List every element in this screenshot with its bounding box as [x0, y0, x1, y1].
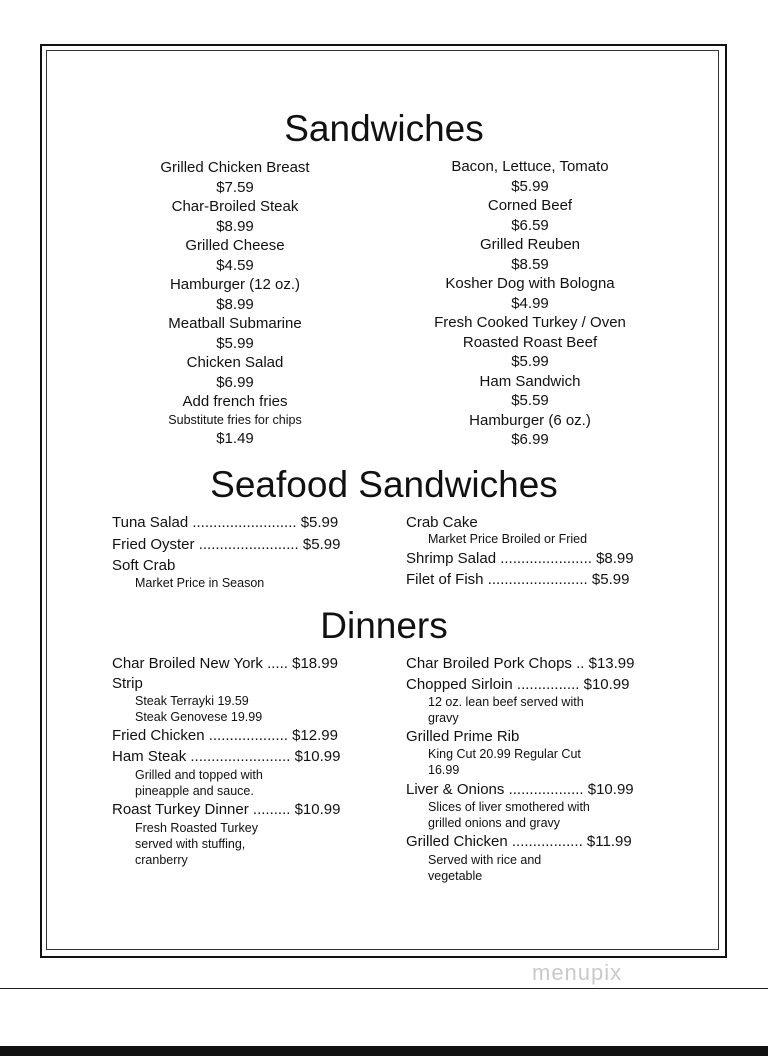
menu-item-price: $5.99	[511, 177, 549, 195]
menu-item-name: Filet of Fish	[406, 571, 484, 588]
menu-item-note: 16.99	[428, 763, 460, 777]
menu-item-note: 12 oz. lean beef served with	[428, 695, 584, 709]
menu-item-name: Fresh Cooked Turkey / Oven	[434, 314, 626, 331]
seafood-item-shrimp	[406, 550, 634, 567]
dinner-item-fried-chicken	[112, 727, 338, 744]
dinner-item-grilled-chicken	[406, 833, 632, 850]
leader-dots: .................	[511, 833, 583, 850]
menu-item-note: cranberry	[135, 853, 188, 867]
leader-dots: .....	[267, 655, 288, 672]
scan-bottom-band	[0, 1046, 768, 1056]
leader-dots: .........................	[192, 514, 297, 531]
leader-dots: ..................	[508, 781, 584, 798]
menu-item-name: Tuna Salad	[112, 514, 189, 531]
menu-item-name: Grilled Chicken	[406, 833, 508, 850]
menu-item-option: Steak Genovese 19.99	[135, 710, 263, 724]
seafood-item-oyster	[112, 536, 340, 553]
menu-item-price: $10.99	[294, 748, 341, 765]
menu-item-name: Kosher Dog with Bologna	[445, 275, 615, 292]
menu-item-price: $18.99	[292, 655, 338, 672]
menu-item-note: pineapple and sauce.	[135, 784, 254, 798]
section-title-seafood: Seafood Sandwiches	[210, 464, 558, 505]
dinner-item-ham-steak	[112, 748, 340, 765]
menu-item-note: King Cut 20.99 Regular Cut	[428, 747, 581, 761]
menu-item-name: Chicken Salad	[186, 354, 284, 371]
menu-item-note: Slices of liver smothered with	[428, 800, 590, 814]
menu-item-note: Fresh Roasted Turkey	[135, 821, 258, 835]
leader-dots: ...............	[516, 676, 580, 693]
menu-item-name: Hamburger (12 oz.)	[169, 276, 301, 293]
section-title-dinners: Dinners	[320, 605, 448, 646]
leader-dots: ........................	[487, 571, 588, 588]
menu-item-name: Ham Steak	[112, 748, 187, 765]
dinner-item-chopped-sirloin	[406, 676, 630, 693]
menu-item-name: Grilled Chicken Breast	[160, 159, 310, 176]
menu-item-price: $10.99	[583, 676, 630, 693]
menu-item-name: Char Broiled New York	[112, 655, 263, 672]
menu-item-name: Grilled Reuben	[479, 236, 581, 253]
section-title-sandwiches: Sandwiches	[284, 108, 484, 149]
menu-item-price: $8.99	[596, 550, 634, 567]
menu-item-price: $8.59	[511, 255, 549, 273]
menu-item-option: Steak Terrayki 19.59	[135, 694, 249, 708]
menu-item-price: $6.59	[511, 216, 549, 234]
menu-item-price: $5.99	[302, 536, 341, 553]
leader-dots: ..	[576, 655, 585, 672]
menu-item-note: Substitute fries for chips	[168, 412, 302, 427]
menu-item-price: $6.99	[511, 431, 549, 448]
seafood-item-filet	[406, 571, 629, 588]
menu-item-price: $7.59	[216, 178, 254, 196]
leader-dots: ........................	[198, 536, 299, 553]
menu-item-price: $6.99	[216, 373, 254, 391]
menu-item-note: served with stuffing,	[135, 837, 246, 851]
menu-item-name: Corned Beef	[487, 197, 573, 214]
seafood-item-softcrab	[112, 557, 175, 574]
menu-item-note: vegetable	[428, 869, 483, 883]
menu-item-price: $12.99	[292, 727, 338, 744]
menu-item-price: $1.49	[216, 429, 254, 447]
menu-item-price: $4.59	[216, 256, 254, 274]
sandwiches-left-column	[120, 158, 350, 448]
menu-item-name: Grilled Prime Rib	[406, 728, 520, 745]
menu-item-price: $5.99	[216, 334, 254, 352]
menu-item-price: $5.99	[300, 514, 339, 531]
menu-item-name: Crab Cake	[406, 514, 478, 531]
menu-item-name: Soft Crab	[112, 557, 176, 574]
leader-dots: ........................	[190, 748, 291, 765]
dinner-item-prime-rib	[406, 728, 519, 745]
menu-item-price: $5.99	[591, 571, 630, 588]
menu-item-name: Fried Chicken	[112, 727, 205, 744]
menu-item-note: grilled onions and gravy	[428, 816, 561, 830]
menu-item-name: Roast Turkey Dinner	[112, 801, 249, 818]
menu-item-note: gravy	[428, 711, 459, 725]
menu-item-name: Hamburger (6 oz.)	[469, 411, 591, 429]
menu-item-price: $10.99	[587, 781, 634, 798]
sandwiches-right-column	[400, 157, 660, 450]
menu-item-name: Add french fries	[182, 393, 288, 410]
menu-item-price: $11.99	[586, 833, 632, 850]
dinner-item-liver-onions	[406, 781, 634, 798]
menu-item-name: Grilled Cheese	[185, 237, 285, 254]
dinner-item-ny-strip	[112, 655, 338, 672]
menu-item-note: Market Price in Season	[135, 576, 265, 590]
menu-item-price: $5.59	[511, 392, 549, 409]
menu-item-name: Fried Oyster	[112, 536, 195, 553]
menu-item-name: Chopped Sirloin	[406, 676, 513, 693]
menu-item-name: Char-Broiled Steak	[171, 198, 299, 215]
seafood-item-tuna	[112, 514, 338, 531]
menu-item-name: Roasted Roast Beef	[462, 333, 598, 351]
menu-item-price: $13.99	[588, 655, 635, 672]
menu-item-name: Ham Sandwich	[479, 372, 581, 390]
menu-item-name: Liver & Onions	[406, 781, 505, 798]
scan-edge-line	[0, 988, 768, 989]
menu-item-note: Served with rice and	[428, 853, 542, 867]
menu-item-name: Shrimp Salad	[406, 550, 497, 567]
menu-item-note: Grilled and topped with	[135, 768, 263, 782]
leader-dots: ......................	[500, 550, 592, 567]
watermark-logo: menupix	[532, 960, 623, 985]
dinner-item-roast-turkey	[112, 801, 340, 818]
menu-item-name: Bacon, Lettuce, Tomato	[451, 158, 609, 175]
menu-item-price: $10.99	[294, 801, 341, 818]
menu-item-price: $8.99	[216, 217, 254, 235]
seafood-item-crabcake	[406, 514, 478, 531]
menu-item-price: $4.99	[511, 294, 549, 312]
menu-item-name: Meatball Submarine	[168, 315, 302, 332]
menu-item-name: Char Broiled Pork Chops	[406, 655, 572, 672]
leader-dots: ...................	[208, 727, 288, 744]
dinner-item-pork-chops	[406, 655, 635, 672]
menu-item-name: Strip	[112, 675, 143, 692]
menu-item-price: $8.99	[216, 295, 254, 313]
leader-dots: .........	[252, 801, 291, 818]
menu-item-note: Market Price Broiled or Fried	[428, 532, 588, 546]
menu-item-price: $5.99	[511, 353, 549, 370]
